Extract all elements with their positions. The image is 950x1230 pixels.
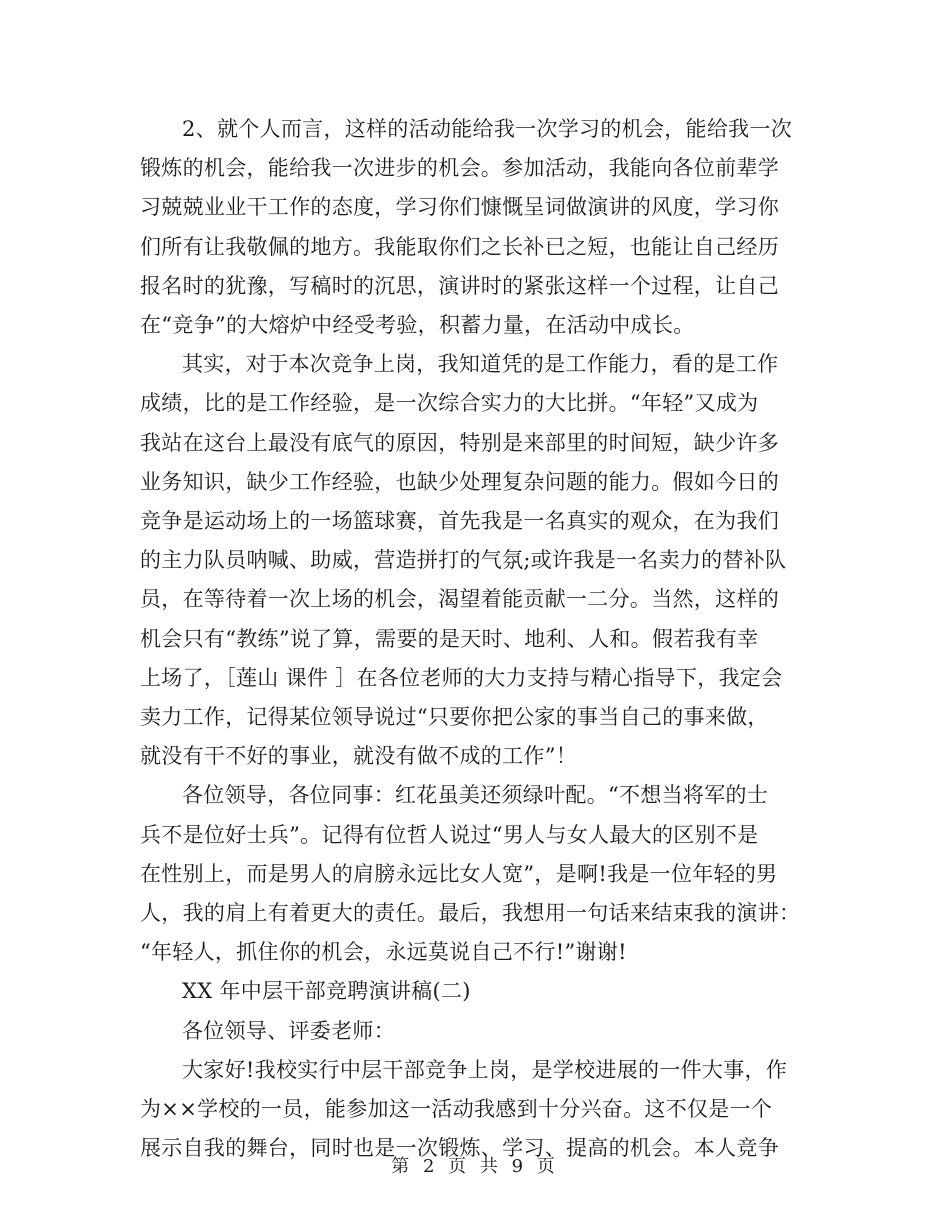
document-body bbox=[140, 110, 810, 1168]
text-line: “年轻人，抓住你的机会，永远莫说自己不行!”谢谢! bbox=[140, 940, 627, 965]
text-line: 各位领导，各位同事：红花虽美还须绿叶配。“不想当将军的士 bbox=[182, 783, 769, 808]
text-line: 大家好!我校实行中层干部竞争上岗，是学校进展的一件大事，作 bbox=[182, 1057, 788, 1082]
text-line: 成绩，比的是工作经验，是一次综合实力的大比拼。“年轻”又成为 bbox=[140, 391, 759, 416]
page-number-footer: 第 2 页 共 9 页 bbox=[391, 1156, 559, 1177]
text-line: 们所有让我敬佩的地方。我能取你们之长补已之短，也能让自己经历 bbox=[140, 234, 779, 259]
text-line: 我站在这台上最没有底气的原因，特别是来部里的时间短，缺少许多 bbox=[140, 430, 779, 455]
text-line: 的主力队员呐喊、助威，营造拼打的气氛;或许我是一名卖力的替补队 bbox=[140, 548, 787, 573]
paragraph bbox=[140, 345, 810, 776]
text-line: 为××学校的一员，能参加这一活动我感到十分兴奋。这不仅是一个 bbox=[140, 1097, 773, 1122]
text-line: 兵不是位好士兵”。记得有位哲人说过“男人与女人最大的区别不是 bbox=[140, 822, 759, 847]
paragraph bbox=[140, 1051, 810, 1169]
paragraph bbox=[140, 972, 810, 1011]
text-line: 卖力工作，记得某位领导说过“只要你把公家的事当自己的事来做， bbox=[140, 705, 769, 730]
paragraph bbox=[140, 110, 810, 345]
text-line: 在性别上，而是男人的肩膀永远比女人宽”，是啊!我是一位年轻的男 bbox=[140, 861, 778, 886]
text-line: 业务知识，缺少工作经验，也缺少处理复杂问题的能力。假如今日的 bbox=[140, 469, 779, 494]
text-line: 锻炼的机会，能给我一次进步的机会。参加活动，我能向各位前辈学 bbox=[140, 156, 779, 181]
text-line: 其实，对于本次竞争上岗，我知道凭的是工作能力，看的是工作 bbox=[182, 352, 779, 377]
paragraph bbox=[140, 776, 810, 972]
text-line: 展示自我的舞台，同时也是一次锻炼、学习、提高的机会。本人竞争 bbox=[140, 1136, 779, 1161]
text-line: 就没有干不好的事业，就没有做不成的工作”！ bbox=[140, 744, 578, 769]
text-line: 机会只有“教练”说了算，需要的是天时、地利、人和。假若我有幸 bbox=[140, 626, 759, 651]
text-line: 报名时的犹豫，写稿时的沉思，演讲时的紧张这样一个过程，让自己 bbox=[140, 273, 779, 298]
text-line: 2、就个人而言，这样的活动能给我一次学习的机会，能给我一次 bbox=[182, 117, 793, 141]
text-line: 在“竞争”的大熔炉中经受考验，积蓄力量，在活动中成长。 bbox=[140, 313, 695, 338]
paragraph bbox=[140, 1012, 810, 1051]
text-line: 员，在等待着一次上场的机会，渴望着能贡献一二分。当然，这样的 bbox=[140, 587, 779, 612]
text-line: 竞争是运动场上的一场篮球赛，首先我是一名真实的观众，在为我们 bbox=[140, 509, 779, 534]
text-line: 各位领导、评委老师： bbox=[182, 1018, 395, 1043]
text-line: 习兢兢业业干工作的态度，学习你们慷慨呈词做演讲的风度，学习你 bbox=[140, 195, 779, 220]
text-line: 人，我的肩上有着更大的责任。最后，我想用一句话来结束我的演讲： bbox=[140, 901, 801, 926]
text-line: XX 年中层干部竞聘演讲稿(二) bbox=[182, 979, 471, 1004]
text-line: 上场了，［莲山 课件 ］在各位老师的大力支持与精心指导下，我定会 bbox=[140, 665, 783, 690]
